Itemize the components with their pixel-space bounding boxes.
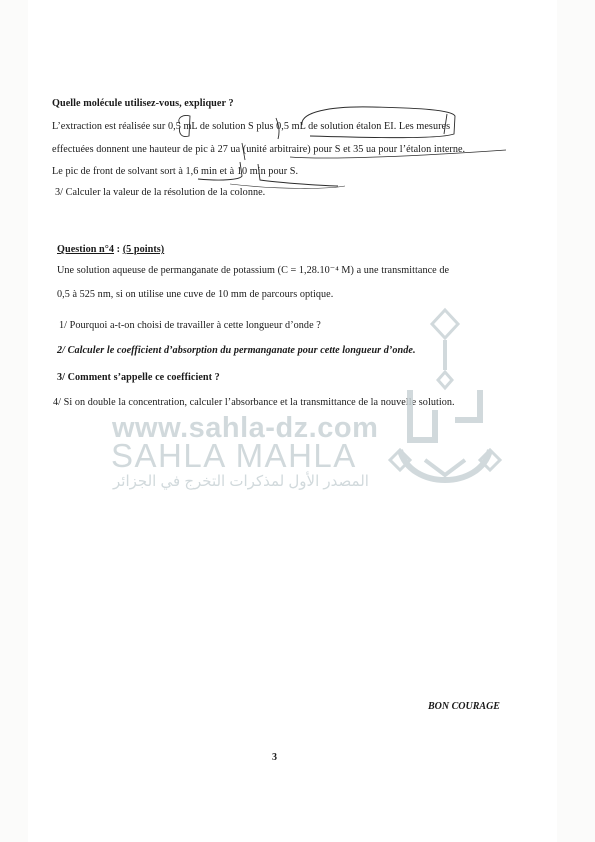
q3-text-line-1: L’extraction est réalisée sur 0,5 mL de solution S plus 0,5 mL de solution étalon EI. Les mesures (52, 121, 451, 132)
q4-paragraph-line-2: 0,5 à 525 nm, si on utilise une cuve de 10 mm de parcours optique. (57, 289, 334, 300)
q4-heading: Question n°4 (57, 244, 115, 255)
q4-subquestion-2: 2/ Calculer le coefficient d’absorption du permanganate pour cette longueur d’onde. (57, 345, 416, 356)
watermark-url: www.sahla-dz.com (112, 412, 379, 444)
page-number: 3 (272, 752, 277, 763)
intro-question: Quelle molécule utilisez-vous, expliquer ? (52, 98, 234, 109)
watermark-brand: SAHLA MAHLA (111, 437, 357, 474)
q3-text-line-2: effectuées donnent une hauteur de pic à 27 ua (unité arbitraire) pour S et 35 ua pour l’étalon interne. (52, 144, 466, 155)
q4-heading-separator: : (114, 244, 123, 255)
watermark-arabic: المصدر الأول لمذكرات التخرج في الجزائر (113, 473, 369, 490)
q4-paragraph-line-1: Une solution aqueuse de permanganate de potassium (C = 1,28.10⁻⁴ M) a une transmittance de (57, 265, 450, 276)
q4-points: (5 points) (122, 244, 165, 255)
closing-remark: BON COURAGE (428, 701, 500, 712)
q4-subquestion-1: 1/ Pourquoi a-t-on choisi de travailler à cette longueur d’onde ? (59, 320, 321, 331)
q4-heading-line (57, 244, 164, 256)
q4-subquestion-3: 3/ Comment s’appelle ce coefficient ? (57, 372, 220, 383)
q4-subquestion-4: 4/ Si on double la concentration, calculer l’absorbance et la transmittance de la nouvelle solution. (53, 397, 455, 408)
q3-text-line-3: Le pic de front de solvant sort à 1,6 min et à 10 min pour S. (52, 166, 299, 177)
q3-subquestion-3: 3/ Calculer la valeur de la résolution de la colonne. (55, 187, 266, 198)
